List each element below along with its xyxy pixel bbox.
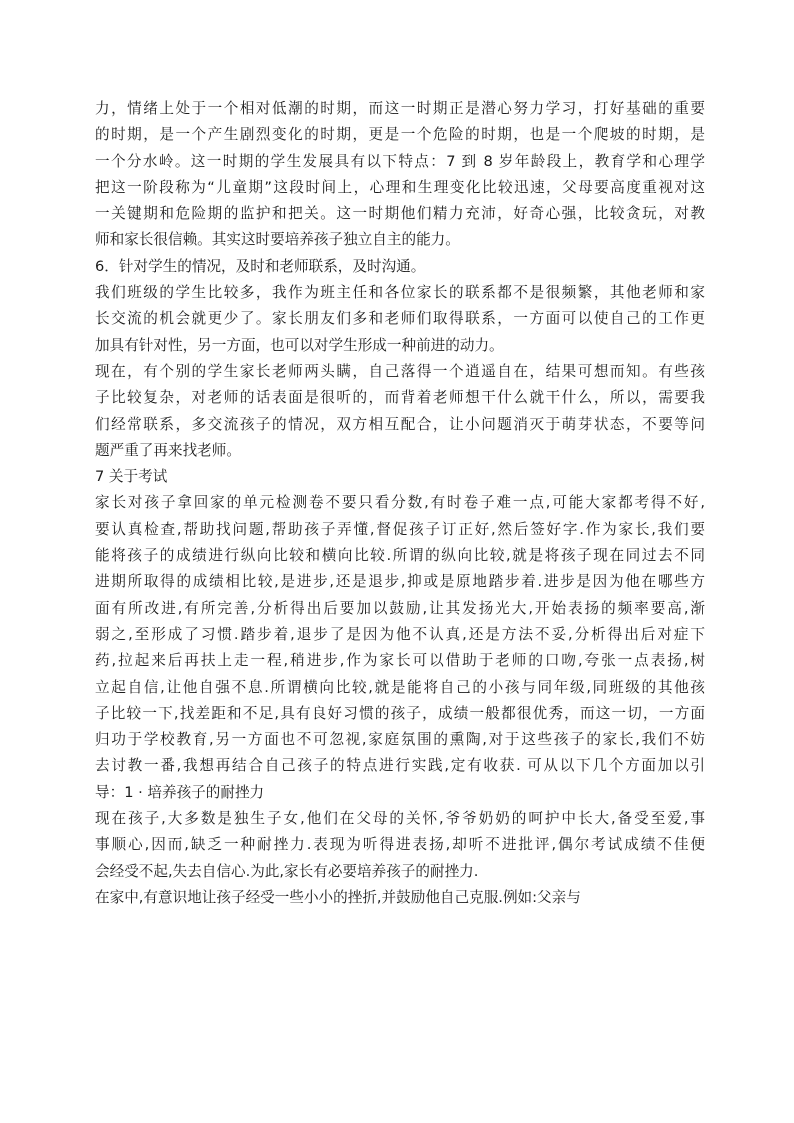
text-line: 家长对孩子拿回家的单元检测卷不要只看分数,有时卷子难一点,可能大家都考得不好, (95, 494, 705, 512)
text-line: 归功于学校教育,另一方面也不可忽视,家庭氛围的熏陶,对于这些孩子的家长,我们不妨 (95, 731, 705, 749)
text-line: 把这一阶段称为“儿童期”这段时间上，心理和生理变化比较迅速，父母要高度重视对这 (95, 178, 705, 196)
text-line: 药,拉起来后再扶上走一程,稍进步,作为家长可以借助于老师的口吻,夸张一点表扬,树 (95, 652, 705, 670)
text-line: 去讨教一番,我想再结合自己孩子的特点进行实践,定有收获. 可从以下几个方面加以引 (95, 757, 705, 775)
text-line: 会经受不起,失去自信心.为此,家长有必要培养孩子的耐挫力. (95, 862, 479, 880)
text-line: 加具有针对性，另一方面，也可以对学生形成一种前进的动力。 (95, 336, 504, 354)
text-line: 一关键期和危险期的监护和把关。这一时期他们精力充沛，好奇心强，比较贪玩，对教 (95, 205, 705, 223)
text-line: 事顺心,因而,缺乏一种耐挫力.表现为听得进表扬,却听不进批评,偶尔考试成绩不佳便 (95, 836, 705, 854)
text-line: 一个分水岭。这一时期的学生发展具有以下特点：7 到 8 岁年龄段上，教育学和心理学 (95, 152, 705, 170)
text-line: 现在，有个别的学生家长老师两头瞒，自己落得一个逍遥自在，结果可想而知。有些孩 (95, 362, 705, 380)
text-line: 力，情绪上处于一个相对低潮的时期，而这一时期正是潜心努力学习，打好基础的重要 (95, 100, 705, 117)
text-line: 的时期，是一个产生剧烈变化的时期，更是一个危险的时期，也是一个爬坡的时期，是 (95, 126, 705, 144)
text-line: 进期所取得的成绩相比较,是进步,还是退步,抑或是原地踏步着.进步是因为他在哪些方 (95, 573, 705, 591)
section-heading: 7 关于考试 (95, 468, 168, 486)
text-line: 能将孩子的成绩进行纵向比较和横向比较.所谓的纵向比较,就是将孩子现在同过去不同 (95, 547, 705, 565)
text-line: 面有所改进,有所完善,分析得出后要加以鼓励,让其发扬光大,开始表扬的频率要高,渐 (95, 599, 705, 617)
text-line: 在家中,有意识地让孩子经受一些小小的挫折,并鼓励他自己克服.例如:父亲与 (95, 888, 581, 906)
text-line: 长交流的机会就更少了。家长朋友们多和老师们取得联系，一方面可以使自己的工作更 (95, 310, 705, 328)
text-line: 要认真检查,帮助找问题,帮助孩子弄懂,督促孩子订正好,然后签好字.作为家长,我们要 (95, 520, 705, 538)
text-line: 弱之,至形成了习惯.踏步着,退步了是因为他不认真,还是方法不妥,分析得出后对症下 (95, 625, 705, 643)
text-line: 我们班级的学生比较多，我作为班主任和各位家长的联系都不是很频繁，其他老师和家 (95, 284, 705, 302)
text-line: 现在孩子,大多数是独生子女,他们在父母的关怀,爷爷奶奶的呵护中长大,备受至爱,事 (95, 810, 705, 828)
document-body (95, 96, 705, 911)
section-heading: 6．针对学生的情况，及时和老师联系，及时沟通。 (95, 257, 426, 275)
text-line: 子比较一下,找差距和不足,具有良好习惯的孩子，成绩一般都很优秀，而这一切，一方面 (95, 704, 705, 722)
text-line: 题严重了再来找老师。 (95, 441, 241, 459)
text-line: 们经常联系，多交流孩子的情况，双方相互配合，让小问题消灭于萌芽状态，不要等问 (95, 415, 705, 433)
text-line: 师和家长很信赖。其实这时要培养孩子独立自主的能力。 (95, 231, 460, 249)
text-line: 立起自信,让他自强不息.所谓横向比较,就是能将自己的小孩与同年级,同班级的其他孩 (95, 678, 705, 696)
text-line: 导：1 · 培养孩子的耐挫力 (95, 783, 265, 801)
text-line: 子比较复杂，对老师的话表面是很听的，而背着老师想干什么就干什么，所以，需要我 (95, 389, 705, 407)
